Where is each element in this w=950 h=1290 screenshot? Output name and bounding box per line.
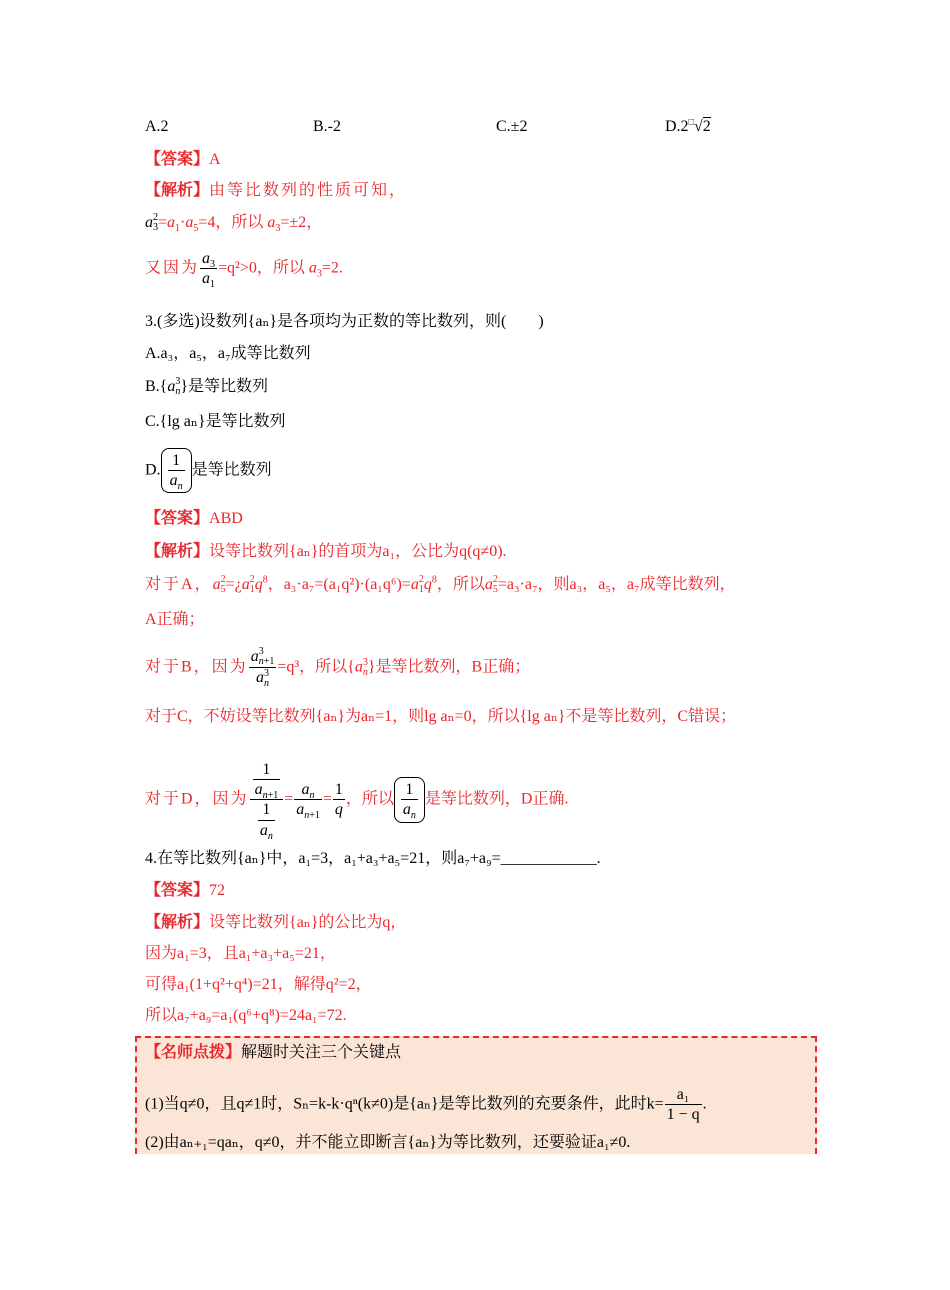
case-d-mid: ，所以: [345, 790, 394, 808]
q3-analysis: [145, 541, 507, 562]
option-c: C.±2: [496, 118, 528, 135]
q4-analysis: [145, 912, 406, 933]
q4-title: [145, 849, 601, 869]
q3-option-d-post: 是等比数列: [191, 461, 272, 479]
q3-option-b-post: }是等比数列: [180, 378, 269, 395]
root-index: □: [688, 116, 694, 127]
q3-answer: [145, 508, 243, 529]
set-brace: $\frac{1}{a_n}$: [394, 777, 425, 822]
analysis-label: 【解析】: [145, 912, 210, 931]
answer-blank: ____________: [500, 850, 597, 867]
fraction-k-den: 1 − q: [666, 1106, 700, 1124]
case-b-end: }是等比数列，B正确；: [367, 658, 531, 676]
case-a-mid: ，a₃·a₇=(a₁q²)·(a₁q⁶)=: [267, 576, 411, 593]
fraction-b: a 3 n+1 a 3 n: [250, 646, 275, 689]
tip-point-1: [145, 1085, 707, 1124]
case-d-end: 是等比数列，D正确.: [424, 790, 569, 808]
answer-label: 【答案】: [145, 880, 210, 899]
q4-step-3: 所以a₇+a₉=a₁(q⁶+q⁸)=24a₁=72.: [145, 1007, 347, 1024]
q3-option-c: C.{lg aₙ}是等比数列: [145, 413, 286, 430]
q3-case-c: 对于C，不妨设等比数列{aₙ}为aₙ=1，则lg aₙ=0，所以{lg aₙ}不是等比数列，C错误；: [145, 708, 737, 725]
answer-value: ABD: [209, 510, 243, 527]
tip-point-1-end: .: [702, 1095, 707, 1113]
set-brace: $\frac{1}{a_n}$: [161, 448, 192, 493]
case-b-pre: 对于B，因为: [145, 658, 248, 676]
q2-step-1: a 2 3 $=a_1\cdot a_5=4$，所以 $a_3=\pm 2$，: [145, 212, 323, 235]
q2-answer: [145, 149, 221, 170]
tip-label: 【名师点拨】: [145, 1042, 242, 1061]
fraction-a3-a1: $\frac{a_3}{a_1}$: [202, 250, 216, 291]
analysis-intro: 设等比数列{aₙ}的首项为a₁，公比为q(q≠0).: [209, 543, 507, 560]
case-a-pre: 对于A，: [145, 576, 213, 593]
step-2-mid: =q²>0，所以: [218, 259, 305, 277]
q3-title: 3.(多选)设数列{aₙ}是各项均为正数的等比数列，则( ): [145, 313, 544, 330]
step-2-pre: 又因为: [145, 259, 200, 277]
q2-step-2: 又因为 $\frac{a_3}{a_1}$ =q²>0，所以 $a_3=2$.: [145, 250, 343, 291]
tip-header: [145, 1042, 401, 1063]
q3-option-d-pre: D.: [145, 461, 161, 479]
fraction-d-compound: $\frac{\frac{1}{a_{n+1}}}{\frac{1}{a_n}}$: [250, 760, 284, 840]
q4-title-pre: 4.在等比数列{aₙ}中，a₁=3，a₁+a₃+a₅=21，则a₇+a₉=: [145, 850, 501, 867]
q3-case-a: 对于A，a 2 5 =¿a 2 1 $q^8$，a₃·a₇=(a₁q²)·(a₁q⁶)=a 2 1 $q^8$，所以a 2 5 =a₃·a₇，则a₃，a₅，a₇成等比数列，: [145, 574, 736, 596]
step-1-conn: ，所以: [215, 214, 264, 231]
option-d: [665, 118, 711, 136]
case-d-pre: 对于D，因为: [145, 790, 249, 808]
tip-point-1-text: (1)当q≠0，且q≠1时，Sₙ=k-k·qⁿ(k≠0)是{aₙ}是等比数列的充要条件，此时k=: [145, 1095, 664, 1113]
analysis-label: 【解析】: [145, 180, 210, 199]
q4-answer: [145, 880, 225, 901]
answer-label: 【答案】: [145, 508, 210, 527]
q3-case-b: 对于B，因为 a 3 n+1 a 3 n =q³，所以{a 3 n }是等比数列，B正确；: [145, 646, 531, 689]
fraction-k: [665, 1085, 702, 1124]
q3-option-b: B.{a 3 n }是等比数列: [145, 376, 269, 398]
analysis-label: 【解析】: [145, 541, 210, 560]
case-b-mid: =q³，所以{: [277, 658, 355, 676]
tip-point-2: (2)由aₙ₊₁=qaₙ，q≠0，并不能立即断言{aₙ}为等比数列，还要验证a₁≠0.: [145, 1134, 631, 1151]
step-1-end: =±2，: [280, 214, 323, 231]
q4-title-end: .: [596, 850, 601, 867]
radicand: 2: [702, 118, 711, 135]
option-b: B.-2: [313, 118, 341, 135]
case-a-mid2: ，所以: [436, 576, 485, 593]
q4-step-1: 因为a₁=3，且a₁+a₃+a₅=21，: [145, 945, 336, 962]
option-a: A.2: [145, 118, 169, 135]
option-d-label: D.2: [665, 118, 689, 135]
radical-icon: √: [694, 118, 703, 135]
answer-value: 72: [209, 882, 226, 899]
tip-title: 解题时关注三个关键点: [241, 1044, 402, 1061]
answer-value: A: [209, 151, 221, 168]
q3-option-d: [145, 448, 272, 493]
step-2-end: =2.: [321, 259, 343, 277]
q3-option-b-pre: B.{: [145, 378, 168, 395]
fraction-d-ratio: $\frac{a_n}{a_{n+1}}$: [296, 781, 320, 822]
case-a-end: =a₃·a₇，则a₃，a₅，a₇成等比数列，: [497, 576, 736, 593]
q3-option-a: A.a₃，a₅，a₇成等比数列: [145, 345, 311, 362]
answer-label: 【答案】: [145, 149, 210, 168]
fraction-k-num: a₁: [665, 1085, 702, 1105]
q2-analysis: [145, 180, 407, 201]
analysis-intro: 由等比数列的性质可知，: [209, 182, 408, 199]
q3-case-d: 对于D，因为 $\frac{\frac{1}{a_{n+1}}}{\frac{1}{a_n}}$ = $\frac{a_n}{a_{n+1}}$ = $\frac{1}{q}$ ，所以 $\frac{1}{a_n}$ 是等比数列，D正确.: [145, 761, 569, 842]
analysis-l1: 设等比数列{aₙ}的公比为q，: [209, 914, 407, 931]
fraction-d-q: $\frac{1}{q}$: [334, 781, 343, 819]
q4-step-2: 可得a₁(1+q²+q⁴)=21，解得q²=2，: [145, 976, 372, 993]
q3-case-a-2: A正确；: [145, 611, 205, 628]
